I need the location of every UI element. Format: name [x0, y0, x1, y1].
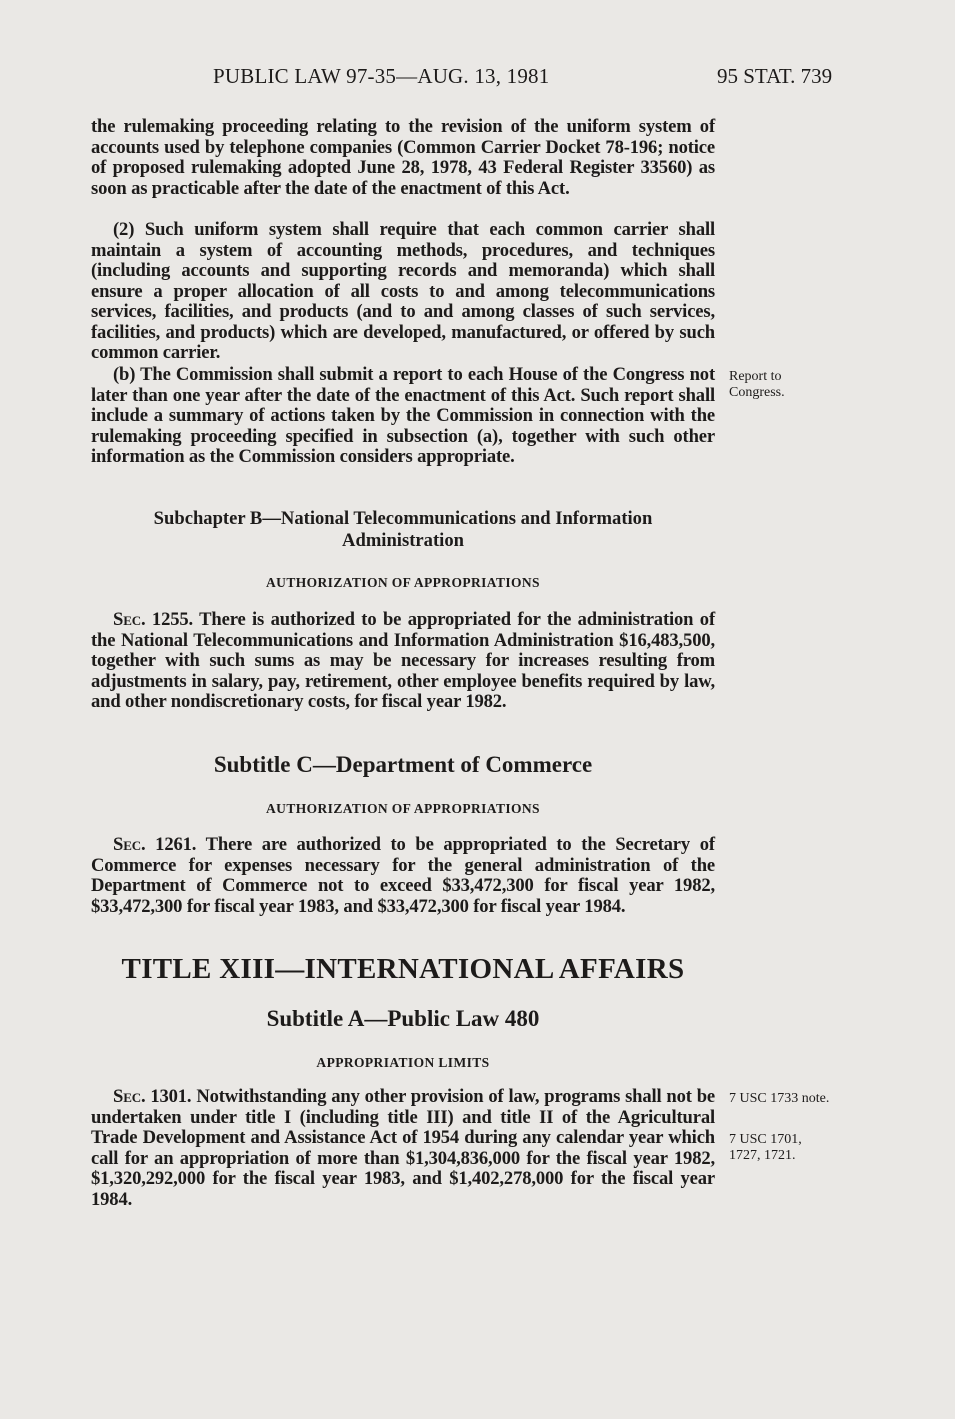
section-1261 [91, 835, 715, 917]
section-caption: APPROPRIATION LIMITS [316, 1055, 490, 1070]
margin-note-line: 7 USC 1701, [729, 1132, 802, 1147]
subtitle-a-heading [91, 1006, 715, 1032]
section-label: Sec. 1301. [113, 1086, 192, 1107]
section-body: Notwithstanding any other provision of law, programs shall not be undertaken under title I (including title III) and title II of the Agricultural Trade Development and Assistance Act of 1954 during any calendar year which call for an appropriation of more than $1,304,836,000 for the fiscal year 1982, $1,320,292,000 for the fiscal year 1983, and $1,402,278,000 for the fiscal year 1984. [91, 1086, 715, 1210]
law-citation: PUBLIC LAW 97-35—AUG. 13, 1981 [213, 64, 550, 88]
subchapter-title-line1: Subchapter B—National Telecommunications and Information [153, 508, 653, 529]
paragraph-1: the rulemaking proceeding relating to the revision of the uniform system of accounts used by telephone companies (Common Carrier Docket 78-196; notice of proposed rulemaking adopted June 28, 1978, 43 Federal Register 33560) as soon as practicable after the date of the enactment of this Act. [91, 116, 715, 199]
section-label: Sec. 1261. [113, 834, 197, 855]
margin-note-line: Report to [729, 369, 782, 384]
margin-note-line: 1727, 1721. [729, 1148, 796, 1163]
subtitle-c-title: Subtitle C—Department of Commerce [213, 752, 593, 777]
section-body: There is authorized to be appropriated for the administration of the National Telecommunications and Information Administration $16,483,500, together with such sums as may be necessary for increases resulting from adjustments in salary, pay, retirement, other employee benefits required by law, and other nondiscretionary costs, for fiscal year 1982. [91, 609, 715, 712]
section-caption: AUTHORIZATION OF APPROPRIATIONS [266, 801, 540, 816]
paragraph-report [91, 365, 715, 468]
section-body: There are authorized to be appropriated to the Secretary of Commerce for expenses necessary for the general administration of the Department of Commerce not to exceed $33,472,300 for fiscal year 1982, $33,472,300 for fiscal year 1983, and $33,472,300 for fiscal year 1984. [91, 834, 715, 917]
section-1301-text [91, 1087, 715, 1210]
title-xiii-heading [91, 953, 715, 986]
subtitle-a-caption [91, 1055, 715, 1071]
paragraph-3: (b) The Commission shall submit a report to each House of the Congress not later than one year after the date of the enactment of this Act. Such report shall include a summary of actions taken by the Commission in connection with the rulemaking proceeding specified in subsection (a), together with such other information as the Commission considers appropriate. [91, 364, 715, 467]
paragraph-uniform-system [91, 220, 715, 364]
margin-note-line: Congress. [729, 385, 785, 400]
margin-note-usc-1733 [729, 1091, 829, 1107]
subtitle-a-title: Subtitle A—Public Law 480 [266, 1006, 540, 1031]
section-1255 [91, 610, 715, 713]
margin-note-report [729, 369, 785, 401]
subchapter-b-heading [91, 508, 715, 552]
section-label: Sec. 1255. [113, 609, 194, 630]
section-1301 [91, 1087, 715, 1210]
subtitle-c-heading [91, 752, 715, 778]
section-caption: AUTHORIZATION OF APPROPRIATIONS [266, 575, 540, 590]
subchapter-b-caption [91, 575, 715, 591]
subtitle-c-caption [91, 801, 715, 817]
section-1255-text [91, 610, 715, 713]
margin-note-usc-1701 [729, 1132, 802, 1164]
paragraph-continuation [91, 117, 715, 199]
stat-citation: 95 STAT. 739 [717, 64, 833, 88]
title-xiii-title: TITLE XIII—INTERNATIONAL AFFAIRS [121, 953, 685, 985]
subchapter-title-line2: Administration [342, 530, 464, 551]
margin-note-line: 7 USC 1733 note. [729, 1091, 830, 1106]
section-1261-text [91, 835, 715, 917]
page-header [0, 64, 955, 94]
paragraph-2: (2) Such uniform system shall require that each common carrier shall maintain a system of accounting methods, procedures, and techniques (including accounts and supporting records and memoranda) which shall ensure a proper allocation of all costs to and among telecommunications services, facilities, and products (and to and among classes of such services, facilities, and products) which are developed, manufactured, or offered by such common carrier. [91, 219, 715, 363]
